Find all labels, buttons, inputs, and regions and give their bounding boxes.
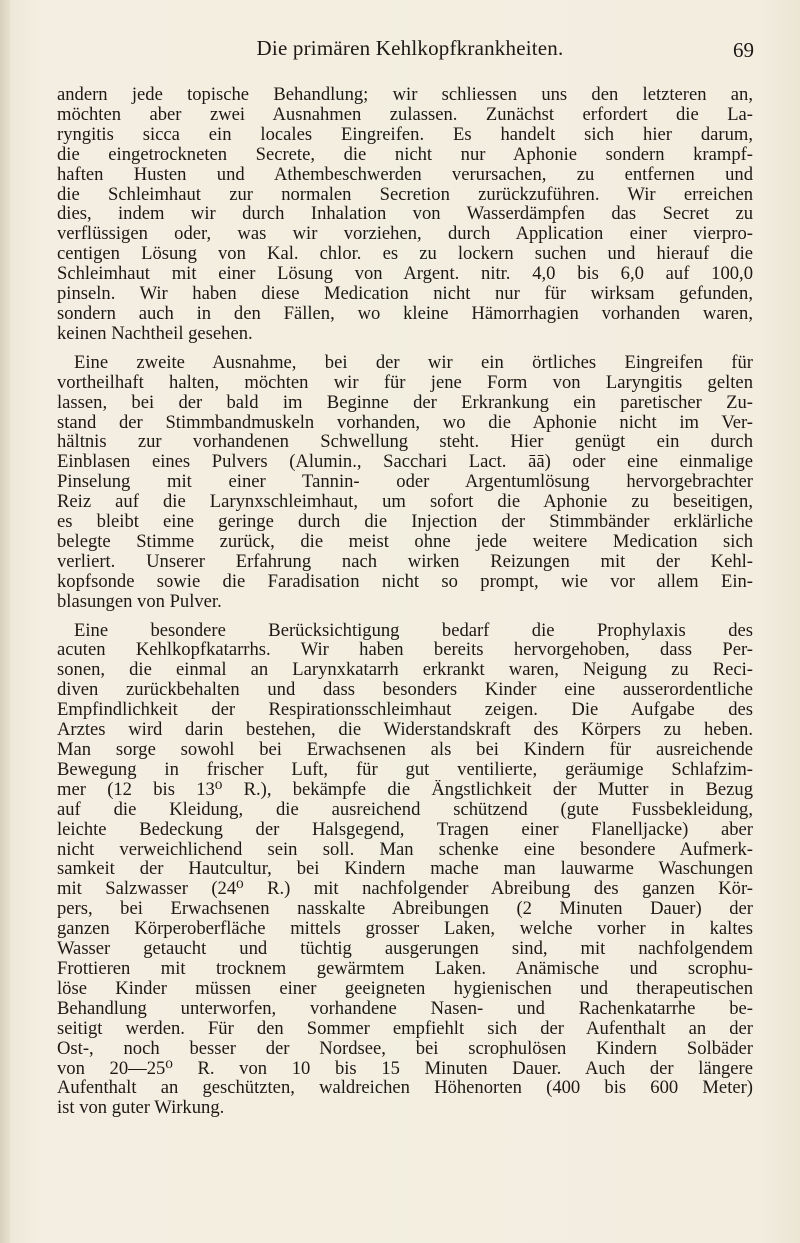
- text-line: die Schleimhaut zur normalen Secretion zurückzuführen. Wir erreichen: [57, 184, 753, 205]
- text-line: Man sorge sowohl bei Erwachsenen als bei Kindern für ausreichende: [57, 740, 753, 760]
- text-line: Aufenthalt an geschützten, waldreichen Höhenorten (400 bis 600 Meter): [57, 1078, 753, 1099]
- text-line: Einblasen eines Pulvers (Alumin., Sacchari Lact. āā) oder eine einmalige: [57, 452, 753, 473]
- text-line: Schleimhaut mit einer Lösung von Argent. nitr. 4,0 bis 6,0 auf 100,0: [57, 264, 753, 285]
- text-line: ist von guter Wirkung.: [57, 1098, 225, 1119]
- paragraph-gap: [57, 612, 753, 621]
- text-line: mer (12 bis 13⁰ R.), bekämpfe die Ängstlichkeit der Mutter in Bezug: [57, 779, 753, 800]
- text-line: Arztes wird darin bestehen, die Widerstandskraft des Körpers zu heben.: [57, 720, 753, 740]
- text-line: ryngitis sicca ein locales Eingreifen. Es handelt sich hier darum,: [57, 124, 753, 145]
- text-line: Pinselung mit einer Tannin- oder Argentumlösung hervorgebrachter: [57, 472, 753, 493]
- text-line: seitigt werden. Für den Sommer empfiehlt sich der Aufenthalt an der: [57, 1018, 753, 1039]
- text-line: löse Kinder müssen einer geeigneten hygienischen und therapeutischen: [57, 978, 753, 999]
- text-line: vortheilhaft halten, möchten wir für jene Form von Laryngitis gelten: [57, 372, 753, 393]
- paragraph-gap: [57, 344, 753, 353]
- text-line: pinseln. Wir haben diese Medication nicht nur für wirksam gefunden,: [57, 284, 753, 304]
- text-line: centigen Lösung von Kal. chlor. es zu lockern suchen und hierauf die: [57, 244, 753, 265]
- text-line: Frottieren mit trocknem gewärmtem Laken. Anämische und scrophu-: [57, 958, 753, 979]
- body-text: [57, 85, 753, 1118]
- text-line: Reiz auf die Larynxschleimhaut, um sofort die Aphonie zu beseitigen,: [57, 492, 753, 513]
- page-number: 69: [733, 38, 754, 62]
- page-header: [58, 36, 762, 64]
- text-line: andern jede topische Behandlung; wir schliessen uns den letzteren an,: [57, 85, 753, 105]
- text-line: kopfsonde sowie die Faradisation nicht so prompt, wie vor allem Ein-: [57, 571, 753, 592]
- text-line: mit Salzwasser (24⁰ R.) mit nachfolgender Abreibung des ganzen Kör-: [57, 879, 753, 900]
- text-line: lassen, bei der bald im Beginne der Erkrankung ein paretischer Zu-: [57, 392, 753, 413]
- text-line: belegte Stimme zurück, die meist ohne jede weitere Medication sich: [57, 531, 753, 552]
- text-line: sondern auch in den Fällen, wo kleine Hämorrhagien vorhanden waren,: [57, 303, 753, 324]
- text-line: möchten aber zwei Ausnahmen zulassen. Zunächst erfordert die La-: [57, 104, 753, 125]
- paragraph: [57, 621, 753, 1119]
- text-line: diven zurückbehalten und dass besonders Kinder eine ausserordentliche: [57, 680, 753, 701]
- text-line: hältnis zur vorhandenen Schwellung steht. Hier genügt ein durch: [57, 432, 753, 453]
- text-line: Eine zweite Ausnahme, bei der wir ein örtliches Eingreifen für: [74, 352, 753, 373]
- text-line: Ost-, noch besser der Nordsee, bei scrophulösen Kindern Solbäder: [57, 1038, 753, 1059]
- text-line: Empfindlichkeit der Respirationsschleimhaut zeigen. Die Aufgabe des: [57, 700, 753, 721]
- text-line: auf die Kleidung, die ausreichend schützend (gute Fussbekleidung,: [57, 799, 753, 820]
- text-line: blasungen von Pulver.: [57, 591, 222, 612]
- text-line: es bleibt eine geringe durch die Injection der Stimmbänder erklärliche: [57, 512, 753, 532]
- text-line: Bewegung in frischer Luft, für gut ventilierte, geräumige Schlafzim-: [57, 759, 753, 780]
- text-line: Eine besondere Berücksichtigung bedarf die Prophylaxis des: [74, 620, 753, 641]
- text-line: leichte Bedeckung der Halsgegend, Tragen einer Flanelljacke) aber: [57, 819, 753, 840]
- paragraph: [57, 85, 753, 344]
- text-line: nicht verweichlichend sein soll. Man schenke eine besondere Aufmerk-: [57, 839, 753, 860]
- text-line: sonen, die einmal an Larynxkatarrh erkrankt waren, Neigung zu Reci-: [57, 660, 753, 681]
- text-line: die eingetrockneten Secrete, die nicht nur Aphonie sondern krampf-: [57, 144, 753, 165]
- text-line: verflüssigen oder, was wir vorziehen, durch Application einer vierpro-: [57, 224, 753, 245]
- page-gutter-shadow: [0, 0, 10, 1243]
- text-line: samkeit der Hautcultur, bei Kindern mache man lauwarme Waschungen: [57, 859, 753, 880]
- text-line: von 20—25⁰ R. von 10 bis 15 Minuten Dauer. Auch der längere: [57, 1058, 753, 1079]
- paragraph: [57, 353, 753, 612]
- running-head: Die primären Kehlkopfkrankheiten.: [256, 36, 564, 60]
- text-line: verliert. Unserer Erfahrung nach wirken Reizungen mit der Kehl-: [57, 551, 753, 572]
- text-line: keinen Nachtheil gesehen.: [57, 323, 253, 344]
- text-line: acuten Kehlkopfkatarrhs. Wir haben bereits hervorgehoben, dass Per-: [57, 640, 753, 661]
- text-line: Wasser getaucht und tüchtig ausgerungen sind, mit nachfolgendem: [57, 939, 753, 959]
- text-line: haften Husten und Athembeschwerden verursachen, zu entfernen und: [57, 164, 753, 185]
- text-line: pers, bei Erwachsenen nasskalte Abreibungen (2 Minuten Dauer) der: [57, 899, 753, 920]
- text-line: dies, indem wir durch Inhalation von Wasserdämpfen das Secret zu: [57, 204, 753, 225]
- text-line: ganzen Körperoberfläche mittels grosser Laken, welche vorher in kaltes: [57, 919, 753, 940]
- text-line: Behandlung unterworfen, vorhandene Nasen- und Rachenkatarrhe be-: [57, 998, 753, 1019]
- text-line: stand der Stimmbandmuskeln vorhanden, wo die Aphonie nicht im Ver-: [57, 412, 753, 433]
